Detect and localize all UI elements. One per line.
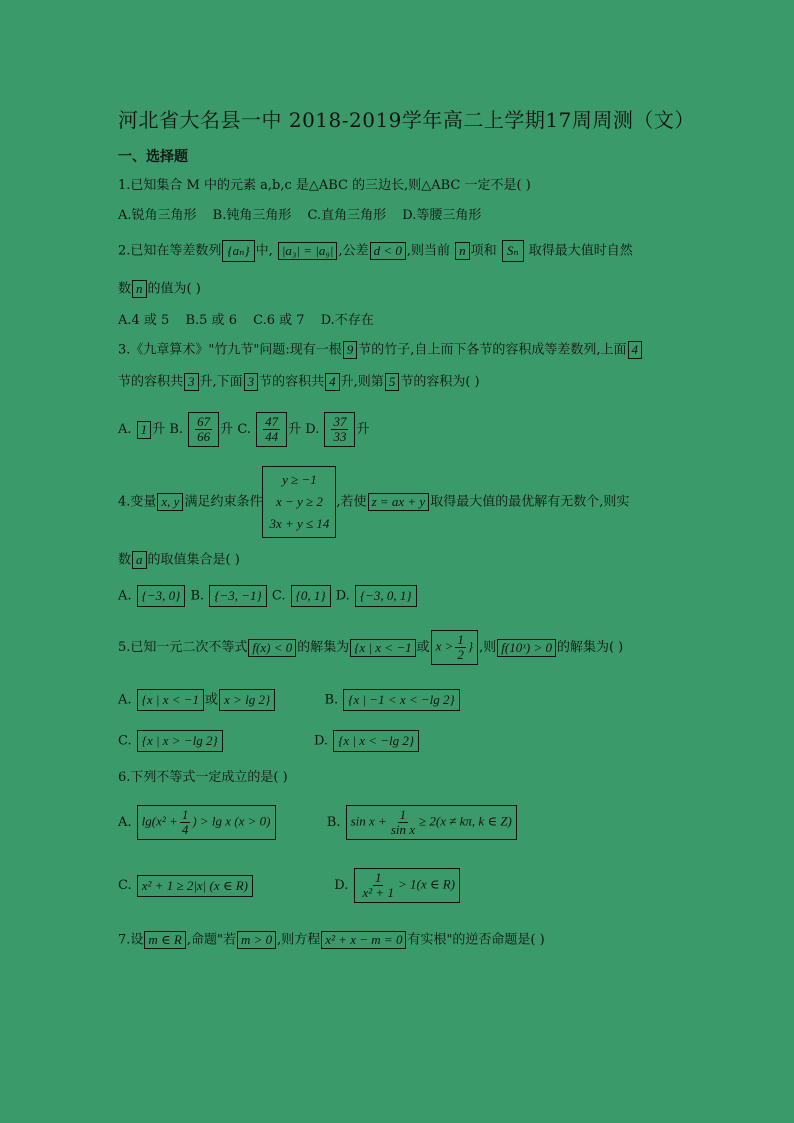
option-a-value xyxy=(137,805,276,840)
option-c-label: C. xyxy=(237,422,251,437)
q4-text: 的取值集合是( ) xyxy=(147,552,240,568)
math-formula: Sₙ xyxy=(502,240,524,262)
option-b-label: B. xyxy=(324,692,339,708)
denominator: 33 xyxy=(333,429,347,444)
denominator: 44 xyxy=(265,429,279,444)
q2-text: 2.已知在等差数列 xyxy=(118,243,222,259)
option-b: B.5 或 6 xyxy=(185,313,237,328)
question-6: 6.下列不等式一定成立的是( ) xyxy=(118,770,288,785)
option-d-label: D. xyxy=(313,733,329,749)
q2-text: ,公差 xyxy=(338,243,369,259)
q5-text: 或 xyxy=(416,640,430,655)
numerator: 47 xyxy=(265,414,279,429)
math-formula: x, y xyxy=(157,493,183,511)
math-formula: |a₃| = |a₉| xyxy=(278,242,338,260)
math-formula: 9 xyxy=(343,341,358,359)
q5-text: ,则 xyxy=(479,640,497,655)
question-4-cont xyxy=(118,551,240,570)
q7-text: ,命题"若 xyxy=(186,932,236,948)
q4-text: 取得最大值的最优解有无数个,则实 xyxy=(430,494,630,510)
constraint: 3x + y ≤ 14 xyxy=(269,516,330,531)
denominator: sin x xyxy=(390,822,416,837)
question-3-cont xyxy=(118,373,480,392)
option-d-value: {x | x < −lg 2} xyxy=(333,730,419,752)
option-b-label: B. xyxy=(190,588,205,604)
math-formula: m ∈ R xyxy=(144,931,185,949)
q3-text: 升,下面 xyxy=(199,374,243,390)
option-d: D.等腰三角形 xyxy=(402,208,482,223)
math-formula: {aₙ} xyxy=(222,240,254,262)
q5-text: 的解集为( ) xyxy=(556,640,624,655)
q2-text: 取得最大值时自然 xyxy=(528,243,633,259)
option-c: C.6 或 7 xyxy=(253,313,305,328)
q2-text: 项和 xyxy=(470,243,497,259)
document-title: 河北省大名县一中 2018-2019学年高二上学期17周周测（文） xyxy=(118,108,695,132)
math-formula: n xyxy=(132,280,147,298)
math-formula: f(10ˣ) > 0 xyxy=(497,639,556,657)
math-formula: m > 0 xyxy=(237,931,276,949)
math-formula xyxy=(431,630,479,665)
expr: x > xyxy=(435,638,454,654)
question-7 xyxy=(118,931,545,950)
math-formula: n xyxy=(455,242,470,260)
q4-text: 数 xyxy=(118,552,132,568)
question-2-options xyxy=(118,312,386,330)
math-formula: f(x) < 0 xyxy=(248,639,296,657)
option-d-value xyxy=(354,868,460,903)
denominator: 66 xyxy=(197,429,211,444)
question-4-options xyxy=(118,585,418,608)
option-c: C.直角三角形 xyxy=(307,208,387,223)
q3-text: 升,则第 xyxy=(340,374,384,390)
q2-text: ,则当前 xyxy=(406,243,451,259)
option-d-label: D. xyxy=(335,588,350,604)
option-a-value: 1 xyxy=(137,421,152,439)
question-2-cont xyxy=(118,280,201,299)
q4-text: 满足约束条件 xyxy=(184,494,263,510)
constraint: x − y ≥ 2 xyxy=(275,494,323,509)
q3-text: 节的容积为( ) xyxy=(400,374,480,390)
question-2 xyxy=(118,240,633,262)
option-a-label: A. xyxy=(118,422,132,437)
constraint-system xyxy=(262,466,336,538)
question-1-options xyxy=(118,207,493,225)
math-formula: a xyxy=(132,551,147,569)
expr: > 1(x ∈ R) xyxy=(397,876,455,892)
question-5-options-row1 xyxy=(118,689,461,712)
option-b-label: B. xyxy=(326,815,341,830)
q7-text: 有实根"的逆否命题是( ) xyxy=(407,932,545,948)
expr: sin x + xyxy=(350,813,387,829)
unit-label: 升 xyxy=(356,422,370,437)
q7-text: ,则方程 xyxy=(277,932,321,948)
numerator: 67 xyxy=(197,414,211,429)
q4-text: ,若使 xyxy=(336,494,367,510)
numerator: 1 xyxy=(457,632,464,647)
option-c-value: {0, 1} xyxy=(291,585,331,607)
math-formula: x² + x − m = 0 xyxy=(321,931,406,949)
q7-text: 7.设 xyxy=(118,932,144,948)
numerator: 37 xyxy=(333,414,347,429)
math-formula: {x | x < −1 xyxy=(350,639,415,657)
expr: lg(x² + xyxy=(141,813,178,829)
section-heading: 一、选择题 xyxy=(118,149,188,165)
numerator: 1 xyxy=(181,807,189,822)
math-formula: 3 xyxy=(244,373,259,391)
q3-text: 节的竹子,自上而下各节的容积成等差数列,上面 xyxy=(358,342,627,358)
expr: } xyxy=(467,638,474,654)
constraint: y ≥ −1 xyxy=(282,472,317,487)
question-4 xyxy=(118,466,629,539)
option-a-label: A. xyxy=(118,692,132,708)
option-b-value: {x | −1 < x < −lg 2} xyxy=(343,689,459,711)
option-a-label: A. xyxy=(118,815,132,830)
option-c-label: C. xyxy=(118,878,132,893)
option-c-value: x² + 1 ≥ 2|x| (x ∈ R) xyxy=(137,875,253,897)
math-formula: 3 xyxy=(184,373,199,391)
option-d-label: D. xyxy=(305,422,320,437)
q5-text: 的解集为 xyxy=(297,640,350,655)
math-formula: d < 0 xyxy=(370,242,406,260)
option-a-value: {−3, 0} xyxy=(137,585,186,607)
denominator: x² + 1 xyxy=(362,885,394,900)
denominator: 2 xyxy=(457,647,464,662)
option-a: A.4 或 5 xyxy=(118,313,170,328)
math-formula: 5 xyxy=(385,373,400,391)
q5-text: 5.已知一元二次不等式 xyxy=(118,640,248,655)
option-b-value: {−3, −1} xyxy=(209,585,266,607)
option-c-label: C. xyxy=(271,588,286,604)
numerator: 1 xyxy=(374,870,382,885)
option-a-value: x > lg 2} xyxy=(219,689,275,711)
question-3 xyxy=(118,341,643,360)
math-formula: 4 xyxy=(628,341,643,359)
question-6-options-row1 xyxy=(118,803,518,843)
question-3-options xyxy=(118,412,369,447)
option-a-label: A. xyxy=(118,588,132,604)
math-formula: 4 xyxy=(325,373,340,391)
option-d: D.不存在 xyxy=(320,313,374,328)
question-6-options-row2 xyxy=(118,866,461,906)
option-c-label: C. xyxy=(118,733,132,749)
q5-text: 或 xyxy=(205,692,219,708)
unit-label: 升 xyxy=(152,422,166,437)
question-5-options-row2 xyxy=(118,730,420,753)
option-c-value: {x | x > −lg 2} xyxy=(137,730,223,752)
option-b-label: B. xyxy=(169,422,184,437)
option-b-value xyxy=(188,412,219,447)
option-a: A.锐角三角形 xyxy=(118,208,197,223)
q2-text: 中, xyxy=(255,243,273,259)
option-b-value xyxy=(346,805,517,840)
q3-text: 3.《九章算术》"竹九节"问题:现有一根 xyxy=(118,342,342,358)
q2-text: 的值为( ) xyxy=(147,281,201,297)
option-c-value xyxy=(256,412,287,447)
q3-text: 节的容积共 xyxy=(118,374,184,390)
option-b: B.钝角三角形 xyxy=(212,208,292,223)
question-5 xyxy=(118,630,623,666)
question-1: 1.已知集合 M 中的元素 a,b,c 是△ABC 的三边长,则△ABC 一定不是( ) xyxy=(118,178,531,193)
q2-text: 数 xyxy=(118,281,132,297)
q3-text: 节的容积共 xyxy=(259,374,325,390)
expr: ≥ 2(x ≠ kπ, k ∈ Z) xyxy=(419,813,512,829)
denominator: 4 xyxy=(181,822,189,837)
option-d-value: {−3, 0, 1} xyxy=(355,585,417,607)
unit-label: 升 xyxy=(288,422,302,437)
option-d-label: D. xyxy=(334,878,349,893)
math-formula: z = ax + y xyxy=(368,493,430,511)
expr: ) > lg x (x > 0) xyxy=(192,813,271,829)
unit-label: 升 xyxy=(220,422,234,437)
q4-text: 4.变量 xyxy=(118,494,157,510)
numerator: 1 xyxy=(399,807,407,822)
option-d-value xyxy=(324,412,355,447)
option-a-value: {x | x < −1 xyxy=(137,689,204,711)
